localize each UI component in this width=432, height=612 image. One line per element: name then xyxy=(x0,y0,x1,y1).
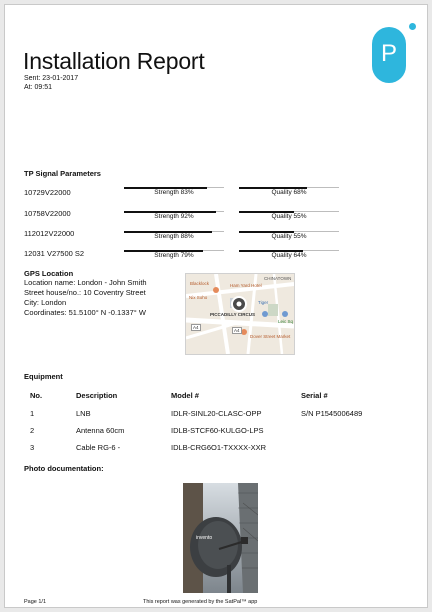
installation-photo[interactable] xyxy=(183,483,258,593)
equipment-cell-description: Cable RG-6 - xyxy=(76,443,121,452)
dish-brand-label: invento xyxy=(196,535,213,541)
quality-meter xyxy=(239,211,339,221)
quality-label: Quality 55% xyxy=(271,213,307,220)
equipment-header-serial: Serial # xyxy=(301,391,328,400)
satpal-logo xyxy=(372,27,406,83)
gps-street: Street house/no.: 10 Coventry Street xyxy=(24,288,146,297)
map-label-piccadilly: PICCADILLY CIRCUS xyxy=(210,312,256,317)
strength-meter xyxy=(124,211,224,221)
gps-coordinates: Coordinates: 51.5100° N -0.1337° W xyxy=(24,308,146,317)
quality-meter xyxy=(239,250,339,260)
footer-note: This report was generated by the SatPal™ app xyxy=(143,599,258,605)
gps-location-name: Location name: London - John Smith xyxy=(24,278,147,287)
strength-meter xyxy=(124,231,224,241)
strength-meter xyxy=(124,187,224,197)
equipment-header-description: Description xyxy=(76,391,118,400)
equipment-cell-no: 2 xyxy=(30,426,35,435)
map-label-ham-yard: Ham Yard Hotel xyxy=(230,283,262,288)
strength-label: Strength 83% xyxy=(154,189,194,196)
logo-dot xyxy=(409,23,416,30)
equipment-title: Equipment xyxy=(24,372,63,381)
map-label-blacklock: Blacklock xyxy=(190,281,210,286)
strength-meter xyxy=(124,250,224,260)
location-map[interactable] xyxy=(185,273,295,355)
equipment-cell-serial: S/N P1545006489 xyxy=(301,409,363,418)
map-label-chinatown: CHINATOWN xyxy=(264,276,292,281)
report-page xyxy=(4,4,428,608)
tp-signal-title: TP Signal Parameters xyxy=(24,169,101,178)
gps-city: City: London xyxy=(24,298,67,307)
map-label-leicester: Leic Sq xyxy=(278,319,294,324)
equipment-cell-no: 3 xyxy=(30,443,35,452)
gps-title: GPS Location xyxy=(24,269,74,278)
equipment-cell-no: 1 xyxy=(30,409,35,418)
strength-label: Strength 79% xyxy=(154,252,194,259)
quality-label: Quality 68% xyxy=(271,189,307,196)
strength-label: Strength 92% xyxy=(154,213,194,220)
quality-meter xyxy=(239,231,339,241)
equipment-header-model: Model # xyxy=(171,391,199,400)
sent-time: At: 09:51 xyxy=(24,84,53,91)
report-title: Installation Report xyxy=(23,48,205,74)
tp-row-name: 10758V22000 xyxy=(24,209,71,218)
map-label-nix-soho: Nix Soho xyxy=(189,295,208,300)
photo-documentation-title: Photo documentation: xyxy=(24,464,104,473)
quality-label: Quality 64% xyxy=(271,252,307,259)
map-label-dover-street: Dover Street Market xyxy=(250,334,291,339)
map-label-tiger: Tiger xyxy=(258,300,269,305)
tp-row-name: 12031 V27500 S2 xyxy=(24,249,85,258)
tp-row-name: 10729V22000 xyxy=(24,188,71,197)
map-road-sign: A4 xyxy=(234,328,240,333)
quality-label: Quality 55% xyxy=(271,233,307,240)
page-number: Page 1/1 xyxy=(24,599,47,605)
equipment-cell-model: IDLR-SINL20-CLASC-OPP xyxy=(171,409,262,418)
satellite-dish-icon xyxy=(183,483,258,593)
sent-date: Sent: 23-01-2017 xyxy=(24,75,79,82)
map-road-sign: A4 xyxy=(193,325,199,330)
equipment-cell-description: LNB xyxy=(76,409,91,418)
logo-letter: P xyxy=(380,40,397,67)
strength-label: Strength 88% xyxy=(154,233,194,240)
equipment-header-no: No. xyxy=(30,391,43,400)
equipment-cell-description: Antenna 60cm xyxy=(76,426,125,435)
quality-meter xyxy=(239,187,339,197)
equipment-cell-model: IDLB-STCF60-KULGO-LPS xyxy=(171,426,264,435)
tp-row-name: 112012V22000 xyxy=(24,229,75,238)
equipment-cell-model: IDLB-CRG6O1-TXXXX-XXR xyxy=(171,443,267,452)
